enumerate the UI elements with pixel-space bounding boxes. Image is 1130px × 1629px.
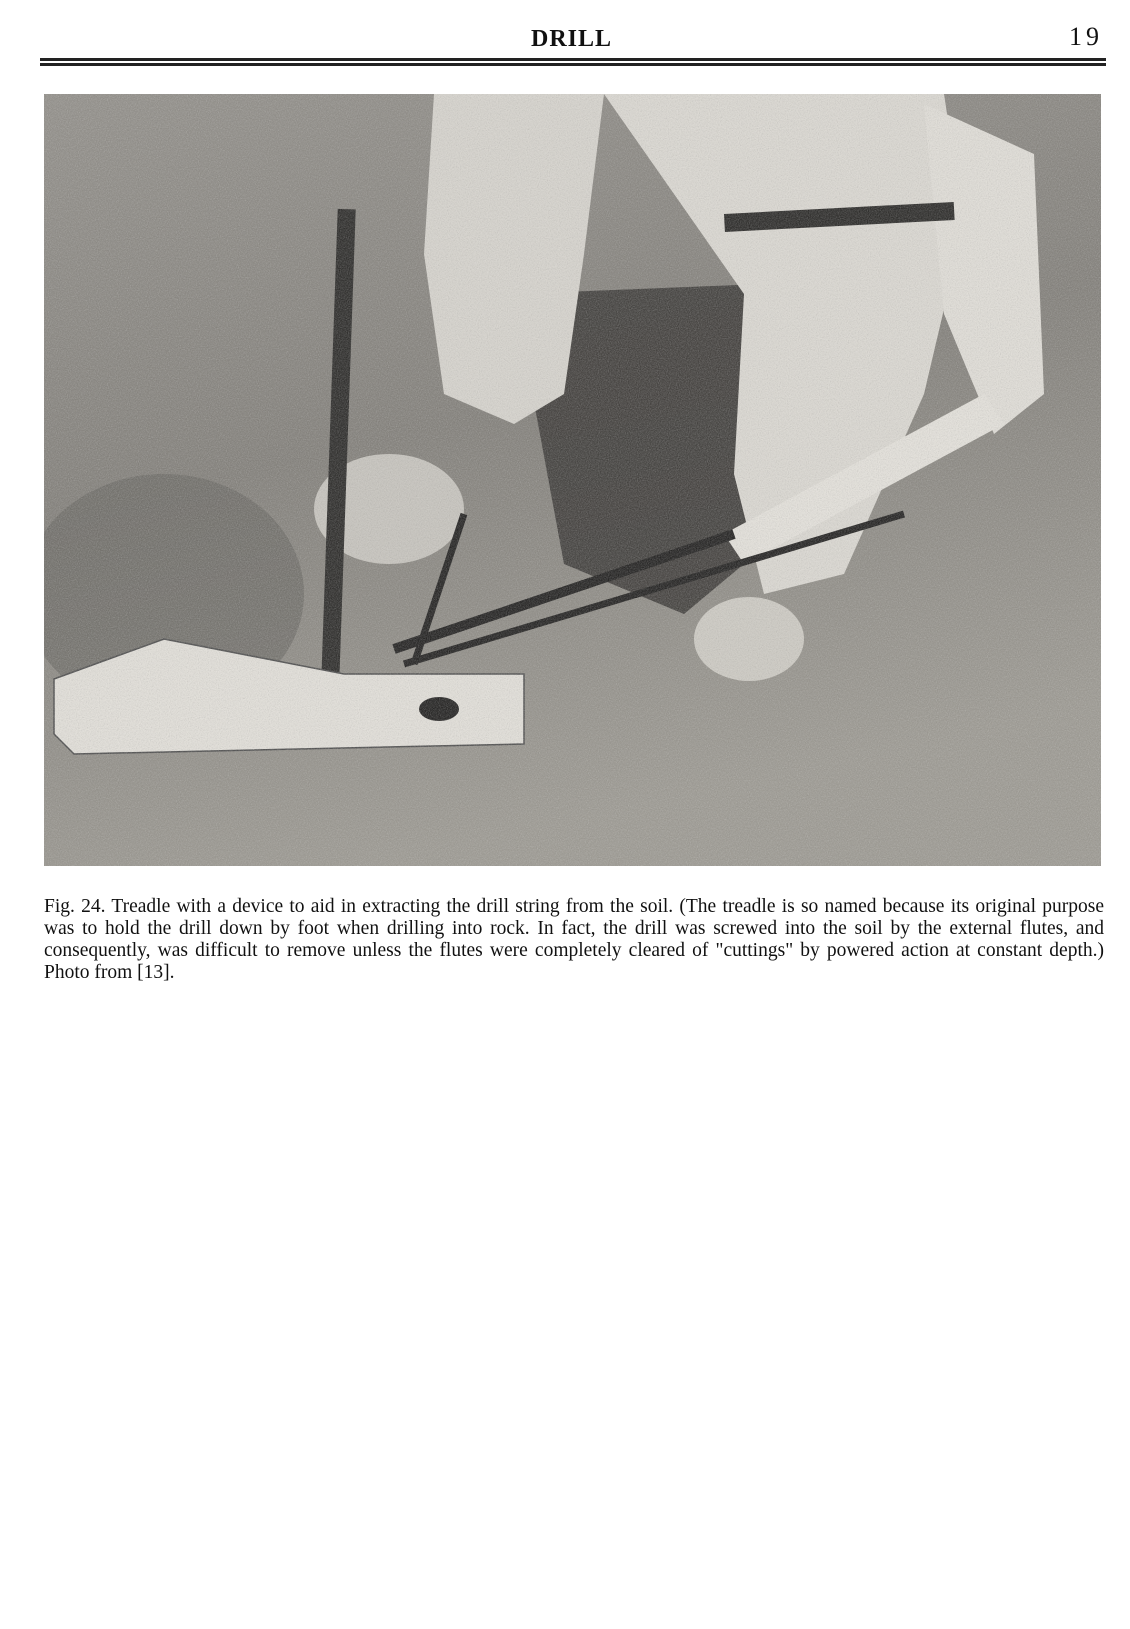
- photo-illustration: [44, 94, 1101, 866]
- figure-caption: [44, 896, 1104, 984]
- section-title: DRILL: [530, 26, 613, 52]
- running-head: [40, 22, 1103, 58]
- header-rule-bottom: [40, 63, 1106, 66]
- photo-grain: [44, 94, 1101, 866]
- page-number: 19: [1069, 22, 1103, 51]
- figure-label: Fig. 24.: [44, 895, 106, 917]
- figure-caption-text: Treadle with a device to aid in extracting the drill string from the soil. (The treadle is so named because its original purpose was to hold the drill down by foot when drilling into rock. In fact, the drill was screwed into the soil by the external flutes, and consequently, was difficult to remove unless the flutes were completely cleared of "cuttings" by powered action at constant depth.) Photo from [13].: [44, 895, 1104, 983]
- header-rule-top: [40, 58, 1106, 61]
- figure-photo: [44, 94, 1101, 866]
